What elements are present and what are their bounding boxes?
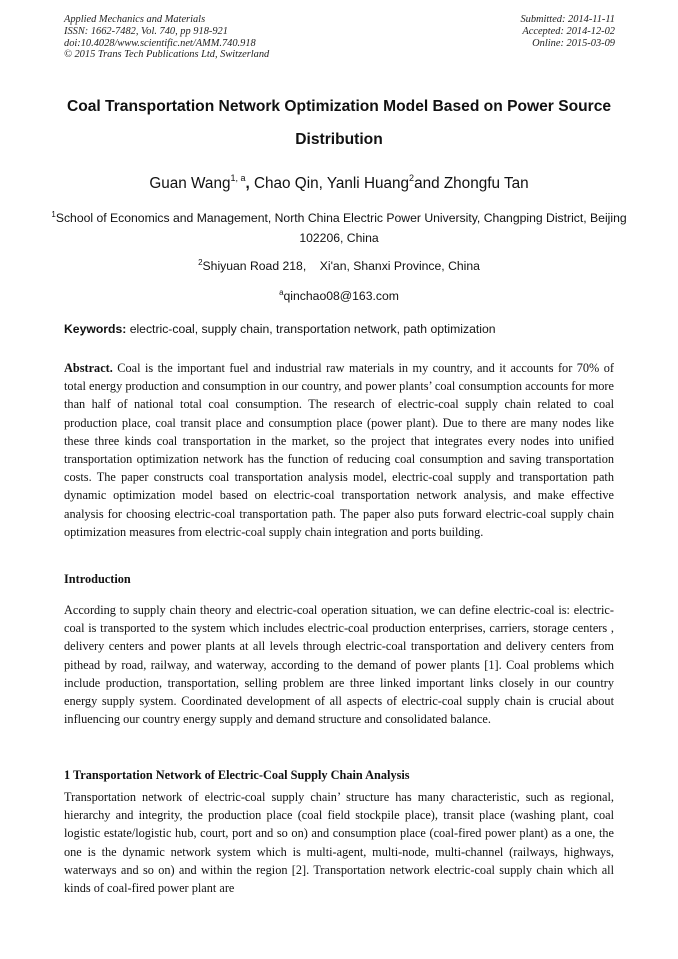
affiliation-1-sup: 1	[51, 210, 56, 219]
abstract-label: Abstract.	[64, 361, 113, 375]
abstract	[64, 359, 614, 541]
author-1: Guan Wang	[149, 175, 231, 192]
keywords-text: electric-coal, supply chain, transportation network, path optimization	[126, 322, 496, 336]
online-date: Online: 2015-03-09	[532, 37, 615, 49]
journal-doi: doi:10.4028/www.scientific.net/AMM.740.918	[64, 37, 256, 49]
journal-info	[64, 14, 269, 61]
email-text: qinchao08@163.com	[283, 289, 399, 303]
affiliation-1-text: School of Economics and Management, North China Electric Power University, Changping District, Beijing 102206, China	[55, 211, 627, 245]
affiliation-2-sup: 2	[198, 258, 203, 267]
author-1-sup: 1, a	[230, 173, 246, 183]
email-sup: a	[279, 288, 284, 297]
keywords	[64, 320, 618, 338]
author-list	[0, 168, 678, 194]
abstract-text: Coal is the important fuel and industrial raw materials in my country, and it accounts for 70% of total energy production and consumption in our country, and power plants’ coal consumption accounts for more than half of national total coal consumption. The research of electric-coal supply chain related to coal production place, coal transit place and consumption place (power plant). Due to there are many nodes like these three kinds coal transportation in the market, so the project that integrates every nodes into unified transportation optimization network has the function of reducing coal consumption and saving transportation costs. The paper constructs coal transportation analysis model, electric-coal supply and transportation path dynamic optimization model based on electric-coal transportation network analysis, and make effective analysis for choosing electric-coal transportation path. The paper also puts forward electric-coal supply chain optimization measures from electric-coal supply chain integration and ports building.	[64, 361, 614, 539]
affiliation-2-text: Shiyuan Road 218, Xi'an, Shanxi Province, China	[202, 259, 480, 273]
affiliation-2	[50, 253, 628, 276]
journal-issn: ISSN: 1662-7482, Vol. 740, pp 918-921	[64, 25, 228, 37]
paper-title: Coal Transportation Network Optimization Model Based on Power Source Distribution	[66, 98, 612, 148]
author-2-3: Chao Qin, Yanli Huang	[253, 175, 410, 192]
corresponding-email	[50, 283, 628, 306]
section-1-paragraph: Transportation network of electric-coal supply chain’ structure has many characteristic, such as regional, hierarchy and integrity, the production place (coal field stockpile place), transit place (washing plant, coal logistic estate/logistic hub, court, port and so on) and consumption place (coal-fired power plant) as a one, the one is the dynamic network system which is multi-agent, multi-node, multi-channel (railways, highways, waterways and so on) and within the region [2]. Transportation network electric-coal supply chain which all kinds of coal-fired power plant are	[64, 790, 614, 896]
submitted-date: Submitted: 2014-11-11	[520, 14, 615, 25]
keywords-label: Keywords:	[64, 322, 127, 336]
introduction-heading: Introduction	[64, 572, 131, 586]
journal-copyright: © 2015 Trans Tech Publications Ltd, Switzerland	[64, 49, 270, 61]
introduction-paragraph: According to supply chain theory and electric-coal operation situation, we can define electric-coal is: electric-coal is transported to the system which includes electric-coal production enterprises, carriers, storage centers , delivery centers and power plants at all levels through electric-coal transportation and delivery centers from pithead by road, railway, and waterway, according to the demand of power plants [1]. Coal problems which include production, transportation, selling problem are three linked important links closely in our country energy supply system. Coordinated development of all aspects of electric-coal supply chain is crucial about influencing our country energy supply and demand structure and consolidated balance.	[64, 603, 614, 727]
accepted-date: Accepted: 2014-12-02	[522, 25, 615, 37]
section-1-heading: 1 Transportation Network of Electric-Coal Supply Chain Analysis	[64, 768, 410, 782]
author-sep: ,	[245, 175, 254, 192]
submission-dates	[520, 14, 615, 49]
journal-name: Applied Mechanics and Materials	[64, 14, 206, 25]
author-3-sup: 2	[409, 173, 415, 183]
affiliation-1	[50, 205, 628, 248]
author-4: and Zhongfu Tan	[414, 175, 529, 192]
